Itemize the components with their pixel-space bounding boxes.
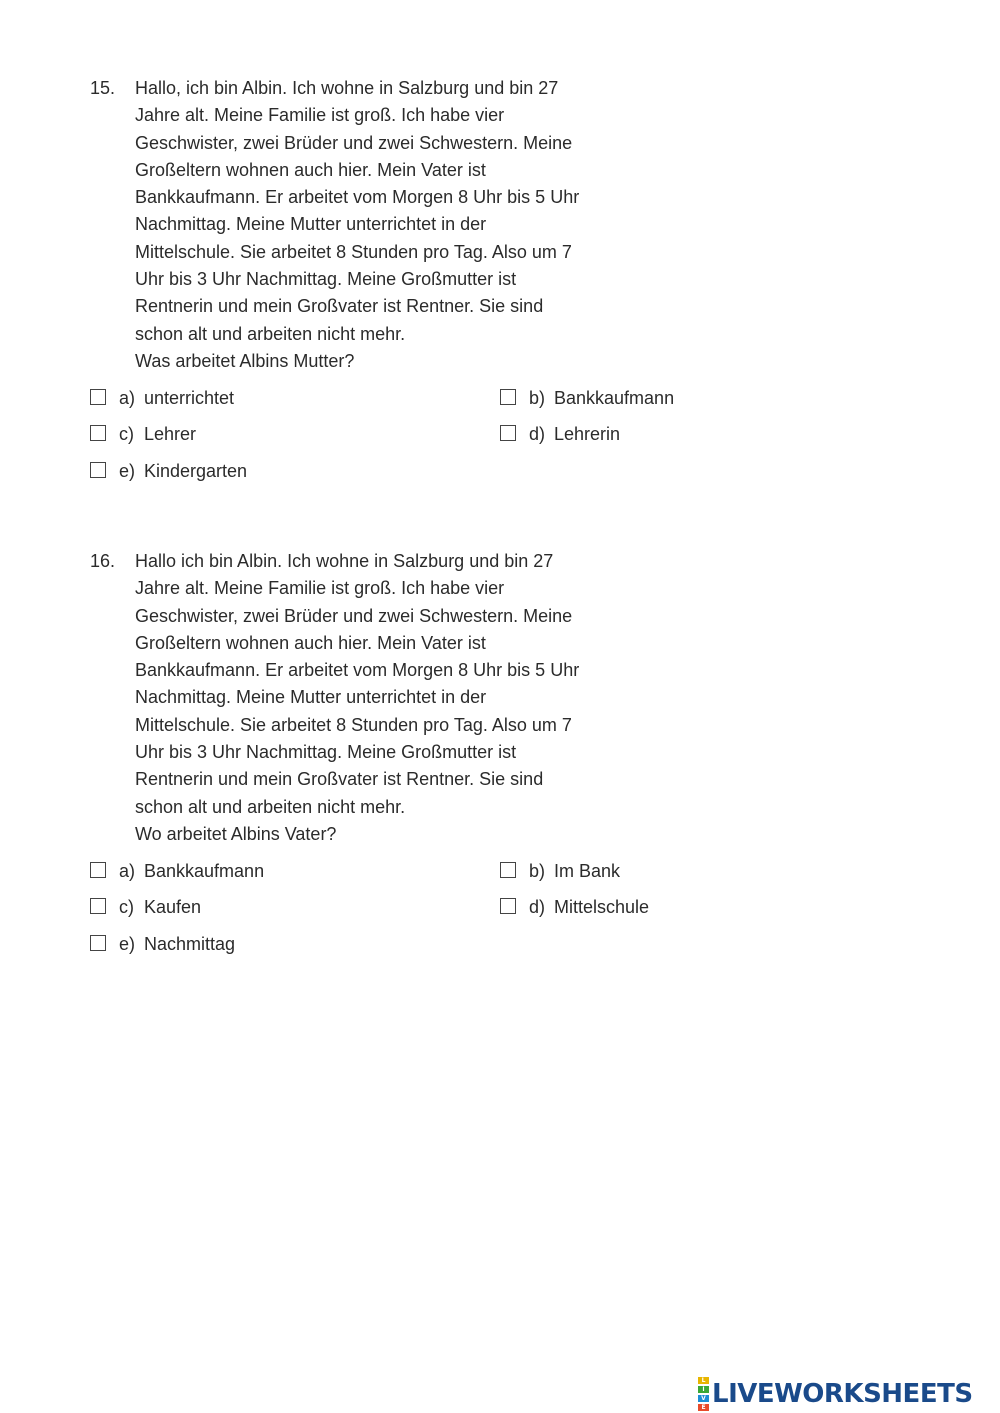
- question-text: [135, 548, 625, 848]
- option-letter: c): [119, 424, 134, 444]
- question-line: Großeltern wohnen auch hier. Mein Vater ist: [135, 159, 486, 180]
- question-line: Geschwister, zwei Brüder und zwei Schwestern. Meine: [135, 132, 573, 153]
- option-text: Nachmittag: [144, 934, 236, 954]
- option-b[interactable]: [500, 385, 674, 411]
- option-letter: b): [529, 861, 546, 881]
- option-letter: c): [119, 897, 134, 917]
- checkbox[interactable]: [500, 898, 516, 914]
- question-line: Rentnerin und mein Großvater ist Rentner. Sie sind: [135, 769, 544, 790]
- question-line: Uhr bis 3 Uhr Nachmittag. Meine Großmutter ist: [135, 269, 517, 290]
- question-line: Bankkaufmann. Er arbeitet vom Morgen 8 Uhr bis 5 Uhr: [135, 660, 580, 681]
- checkbox[interactable]: [90, 898, 106, 914]
- logo-mark-block: I: [698, 1386, 709, 1393]
- question-line: Hallo ich bin Albin. Ich wohne in Salzburg und bin 27: [135, 551, 554, 571]
- option-letter: a): [119, 388, 136, 408]
- question-line: Jahre alt. Meine Familie ist groß. Ich habe vier: [135, 105, 505, 126]
- liveworksheets-logo: [698, 1378, 973, 1410]
- option-text: Kaufen: [144, 897, 202, 917]
- checkbox[interactable]: [90, 462, 106, 478]
- logo-text: LIVEWORKSHEETS: [712, 1379, 973, 1409]
- option-d[interactable]: [500, 894, 649, 920]
- question-line: Uhr bis 3 Uhr Nachmittag. Meine Großmutter ist: [135, 742, 517, 763]
- checkbox[interactable]: [90, 935, 106, 951]
- checkbox[interactable]: [90, 862, 106, 878]
- option-text: Bankkaufmann: [554, 388, 675, 408]
- question-line: Rentnerin und mein Großvater ist Rentner. Sie sind: [135, 296, 544, 317]
- option-text: Kindergarten: [144, 461, 248, 481]
- option-letter: e): [119, 461, 136, 481]
- option-b[interactable]: [500, 858, 620, 884]
- question-number: 15.: [90, 78, 116, 98]
- checkbox[interactable]: [500, 862, 516, 878]
- question-line: schon alt und arbeiten nicht mehr.: [135, 796, 406, 817]
- question-text: [135, 75, 625, 375]
- option-text: Im Bank: [554, 861, 621, 881]
- option-c[interactable]: [90, 421, 196, 447]
- option-letter: d): [529, 897, 546, 917]
- question-line: Geschwister, zwei Brüder und zwei Schwestern. Meine: [135, 605, 573, 626]
- question-number: 16.: [90, 551, 116, 571]
- checkbox[interactable]: [90, 425, 106, 441]
- question-line: Hallo, ich bin Albin. Ich wohne in Salzburg und bin 27: [135, 78, 559, 98]
- question-line: Jahre alt. Meine Familie ist groß. Ich habe vier: [135, 578, 505, 599]
- question-prompt: Wo arbeitet Albins Vater?: [135, 823, 337, 844]
- option-letter: e): [119, 934, 136, 954]
- question-line: Nachmittag. Meine Mutter unterrichtet in der: [135, 687, 487, 708]
- option-a[interactable]: [90, 858, 264, 884]
- logo-mark-icon: [698, 1376, 709, 1412]
- question-line: Mittelschule. Sie arbeitet 8 Stunden pro Tag. Also um 7: [135, 241, 572, 262]
- logo-mark-block: L: [698, 1377, 709, 1384]
- option-text: unterrichtet: [144, 388, 235, 408]
- option-a[interactable]: [90, 385, 234, 411]
- option-text: Lehrer: [144, 424, 197, 444]
- question-line: schon alt und arbeiten nicht mehr.: [135, 323, 406, 344]
- question-line: Mittelschule. Sie arbeitet 8 Stunden pro Tag. Also um 7: [135, 714, 572, 735]
- logo-mark-block: V: [698, 1395, 709, 1402]
- checkbox[interactable]: [500, 389, 516, 405]
- question-line: Nachmittag. Meine Mutter unterrichtet in der: [135, 214, 487, 235]
- question-prompt: Was arbeitet Albins Mutter?: [135, 350, 355, 371]
- checkbox[interactable]: [500, 425, 516, 441]
- option-letter: b): [529, 388, 546, 408]
- option-text: Mittelschule: [554, 897, 650, 917]
- checkbox[interactable]: [90, 389, 106, 405]
- option-text: Bankkaufmann: [144, 861, 265, 881]
- option-e[interactable]: [90, 931, 235, 957]
- logo-mark-block: E: [698, 1404, 709, 1411]
- option-c[interactable]: [90, 894, 201, 920]
- option-d[interactable]: [500, 421, 620, 447]
- option-text: Lehrerin: [554, 424, 621, 444]
- option-letter: d): [529, 424, 546, 444]
- question-line: Großeltern wohnen auch hier. Mein Vater ist: [135, 632, 486, 653]
- option-e[interactable]: [90, 458, 247, 484]
- option-letter: a): [119, 861, 136, 881]
- question-line: Bankkaufmann. Er arbeitet vom Morgen 8 Uhr bis 5 Uhr: [135, 187, 580, 208]
